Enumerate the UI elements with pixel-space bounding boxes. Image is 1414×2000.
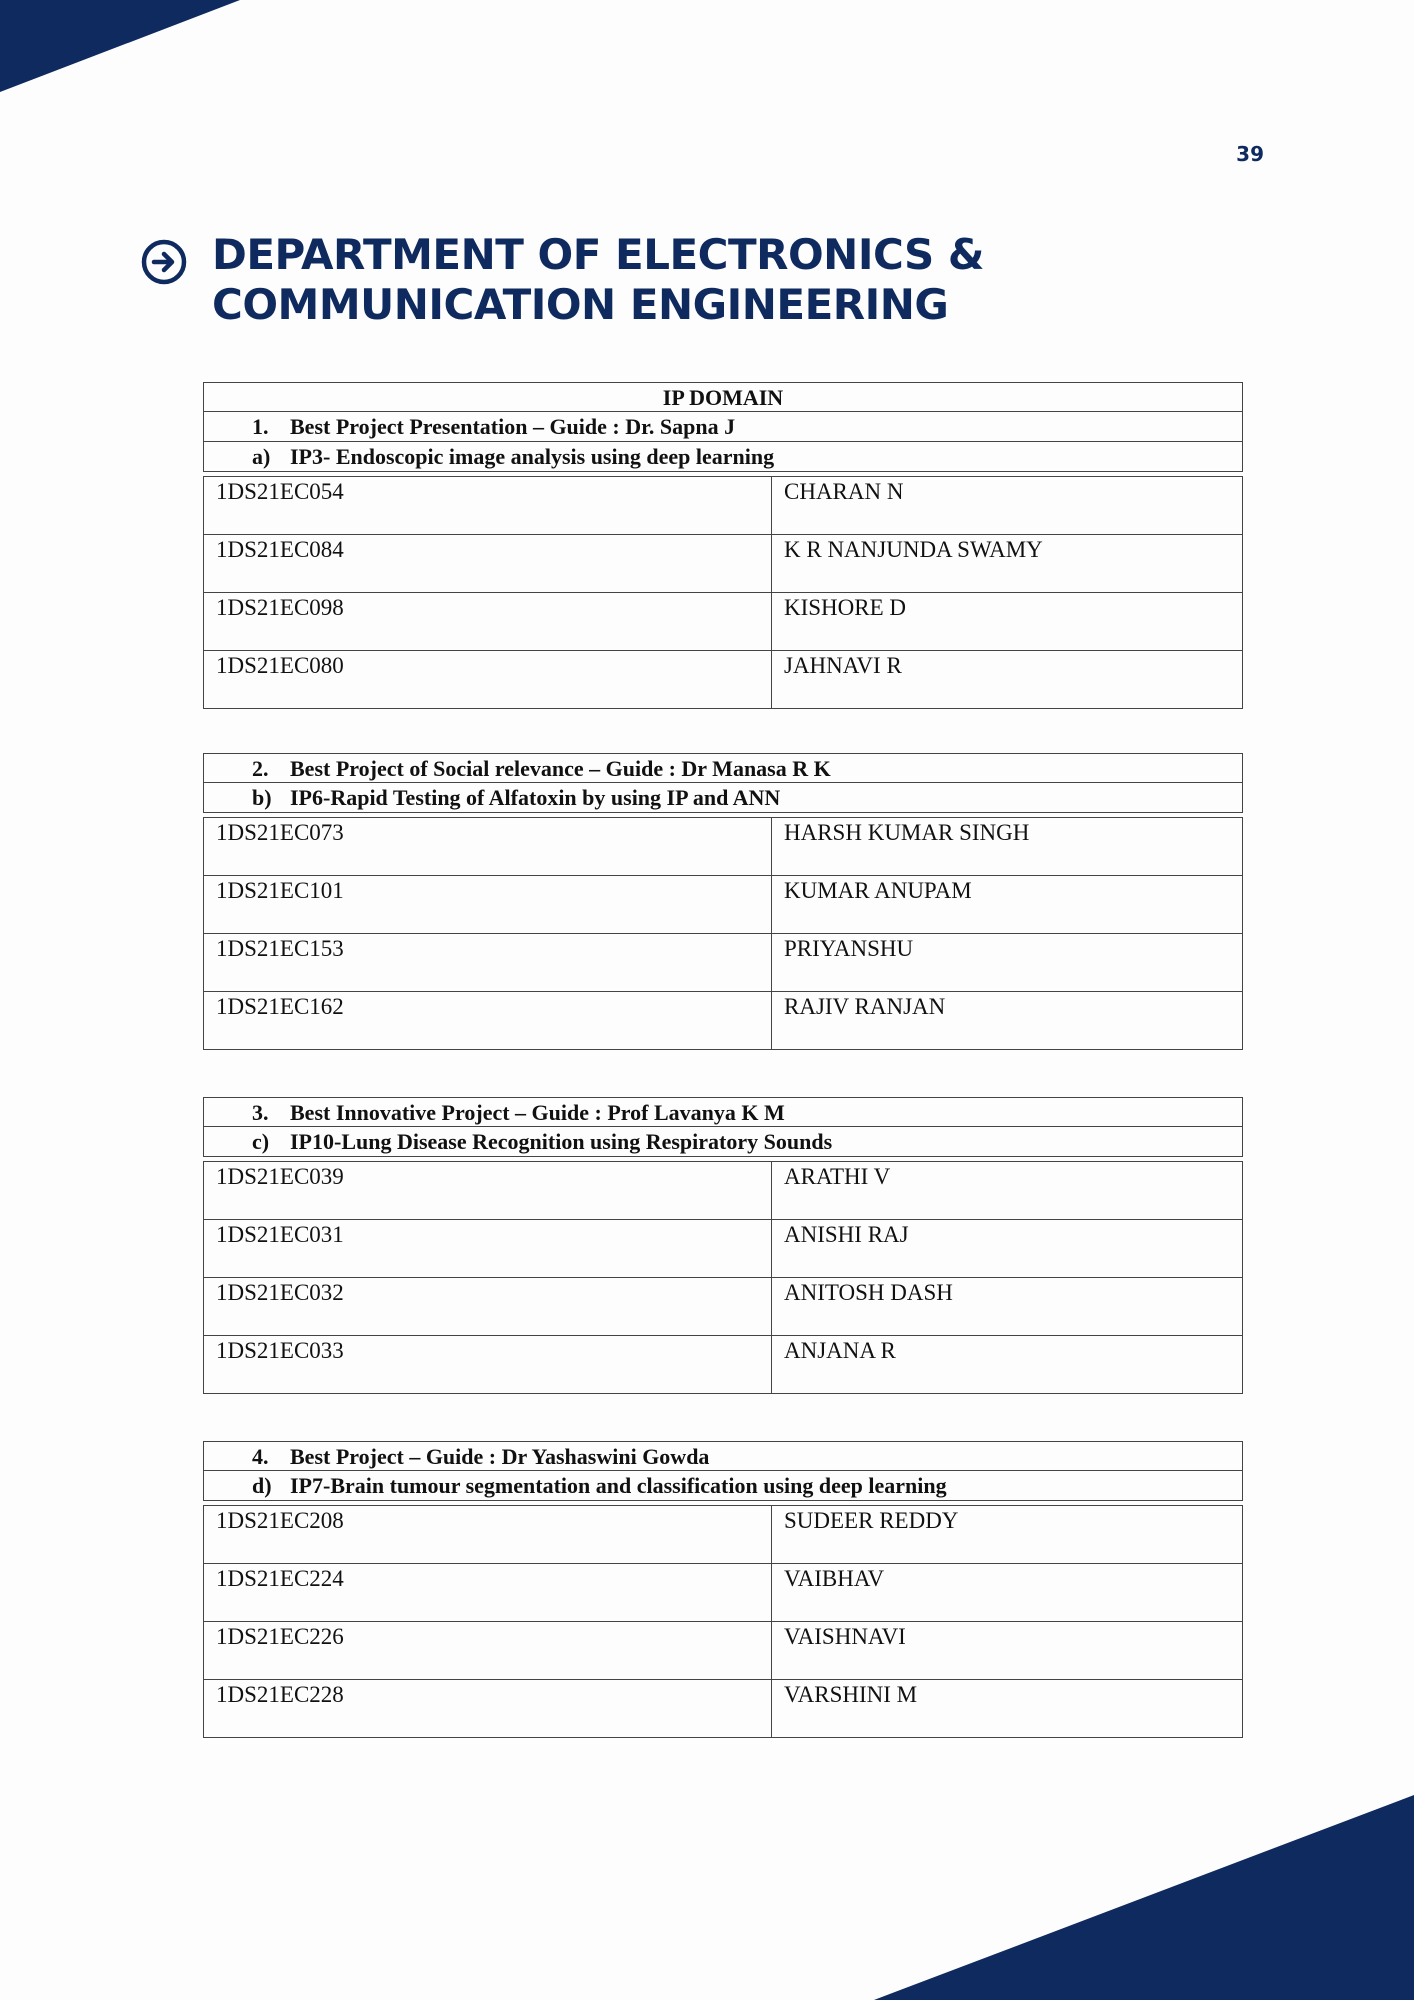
award-section-1 [203,382,1243,709]
page-number: 39 [1236,142,1264,166]
usn-cell: 1DS21EC098 [204,593,772,651]
table-row [204,1220,1243,1278]
usn-cell: 1DS21EC073 [204,818,772,876]
award-section-4 [203,1441,1243,1738]
usn-cell: 1DS21EC054 [204,477,772,535]
name-cell: K R NANJUNDA SWAMY [772,535,1243,593]
name-cell: RAJIV RANJAN [772,992,1243,1050]
award-number: 2. [252,756,269,781]
usn-cell: 1DS21EC031 [204,1220,772,1278]
award-number: 3. [252,1100,269,1125]
table-row [204,934,1243,992]
award-number: 1. [252,414,269,439]
title-line-1: DEPARTMENT OF ELECTRONICS & [212,230,985,279]
project-text: IP6-Rapid Testing of Alfatoxin by using IP and ANN [290,785,781,810]
table-row [204,651,1243,709]
student-table [203,1505,1243,1738]
table-row [204,1336,1243,1394]
project-title [203,1471,1243,1501]
name-cell: HARSH KUMAR SINGH [772,818,1243,876]
project-title [203,783,1243,813]
usn-cell: 1DS21EC224 [204,1564,772,1622]
table-row [204,1278,1243,1336]
usn-cell: 1DS21EC084 [204,535,772,593]
name-cell: SUDEER REDDY [772,1506,1243,1564]
title-line-2: COMMUNICATION ENGINEERING [212,280,949,329]
project-text: IP7-Brain tumour segmentation and classification using deep learning [290,1473,947,1498]
usn-cell: 1DS21EC101 [204,876,772,934]
table-row [204,992,1243,1050]
usn-cell: 1DS21EC032 [204,1278,772,1336]
name-cell: VAISHNAVI [772,1622,1243,1680]
top-left-corner-decoration [0,0,240,92]
name-cell: VARSHINI M [772,1680,1243,1738]
student-table [203,817,1243,1050]
table-row [204,593,1243,651]
award-title [203,412,1243,442]
award-title [203,1097,1243,1127]
name-cell: ANITOSH DASH [772,1278,1243,1336]
name-cell: ANJANA R [772,1336,1243,1394]
usn-cell: 1DS21EC080 [204,651,772,709]
domain-header: IP DOMAIN [203,382,1243,412]
name-cell: VAIBHAV [772,1564,1243,1622]
usn-cell: 1DS21EC208 [204,1506,772,1564]
table-row [204,876,1243,934]
project-letter: c) [252,1129,270,1154]
table-row [204,1622,1243,1680]
table-row [204,818,1243,876]
bottom-right-corner-decoration [874,1795,1414,2000]
award-number: 4. [252,1444,269,1469]
project-text: IP10-Lung Disease Recognition using Respiratory Sounds [290,1129,833,1154]
table-row [204,1506,1243,1564]
student-table [203,1161,1243,1394]
student-table [203,476,1243,709]
award-text: Best Project – Guide : Dr Yashaswini Gowda [290,1444,710,1469]
table-row [204,1162,1243,1220]
arrow-circle-right-icon [140,238,188,286]
name-cell: PRIYANSHU [772,934,1243,992]
usn-cell: 1DS21EC226 [204,1622,772,1680]
award-section-3 [203,1097,1243,1394]
table-row [204,477,1243,535]
usn-cell: 1DS21EC228 [204,1680,772,1738]
name-cell: ARATHI V [772,1162,1243,1220]
name-cell: KISHORE D [772,593,1243,651]
page-title [212,230,984,330]
table-row [204,1564,1243,1622]
project-letter: a) [252,444,271,469]
name-cell: ANISHI RAJ [772,1220,1243,1278]
project-title [203,1127,1243,1157]
table-row [204,1680,1243,1738]
project-letter: d) [252,1473,272,1498]
award-section-2 [203,753,1243,1050]
award-title [203,1441,1243,1471]
page-heading [140,230,984,330]
project-title [203,442,1243,472]
table-row [204,535,1243,593]
usn-cell: 1DS21EC039 [204,1162,772,1220]
usn-cell: 1DS21EC033 [204,1336,772,1394]
name-cell: JAHNAVI R [772,651,1243,709]
usn-cell: 1DS21EC162 [204,992,772,1050]
award-text: Best Project Presentation – Guide : Dr. Sapna J [290,414,736,439]
award-text: Best Project of Social relevance – Guide : Dr Manasa R K [290,756,831,781]
award-title [203,753,1243,783]
name-cell: KUMAR ANUPAM [772,876,1243,934]
usn-cell: 1DS21EC153 [204,934,772,992]
project-letter: b) [252,785,272,810]
name-cell: CHARAN N [772,477,1243,535]
award-text: Best Innovative Project – Guide : Prof Lavanya K M [290,1100,785,1125]
project-text: IP3- Endoscopic image analysis using deep learning [290,444,775,469]
